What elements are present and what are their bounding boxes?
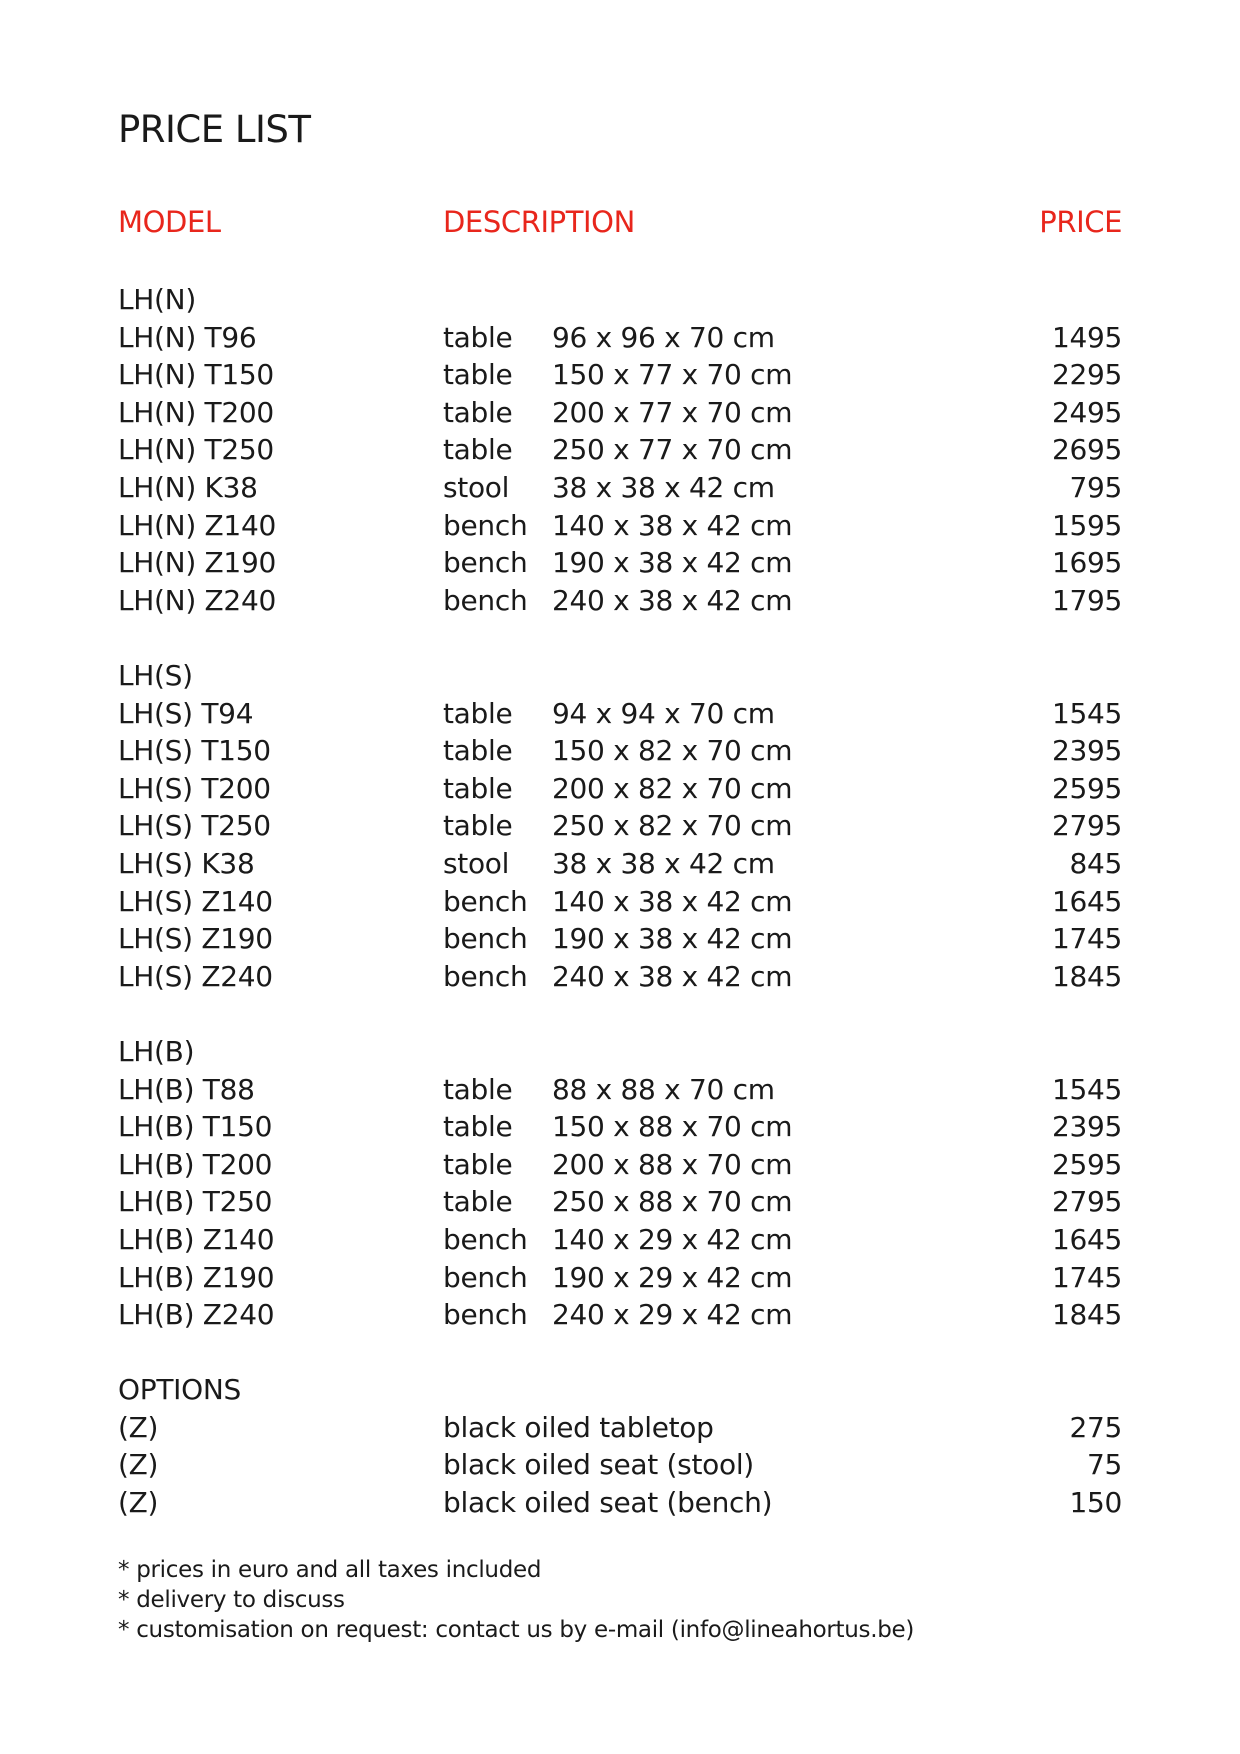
table-row [118,1259,1122,1297]
row-type: table [443,771,513,805]
row-type: bench [443,959,528,993]
row-dimensions: 190 x 38 x 42 cm [552,546,793,580]
header-model: MODEL [118,205,221,239]
section-title: OPTIONS [118,1373,241,1406]
row-price: 1645 [1051,884,1122,918]
row-price: 2395 [1051,734,1122,768]
row-price: 1745 [1051,922,1122,956]
table-row [118,582,1122,620]
row-dimensions: 190 x 38 x 42 cm [552,922,793,956]
row-price: 1795 [1051,583,1122,617]
row-dimensions: 150 x 77 x 70 cm [552,358,793,392]
table-row [118,732,1122,770]
row-dimensions: 88 x 88 x 70 cm [552,1072,775,1106]
row-dimensions: 250 x 88 x 70 cm [552,1185,793,1219]
option-price: 150 [1069,1485,1122,1519]
row-price: 1745 [1051,1260,1122,1294]
footnote-prices: * prices in euro and all taxes included [118,1557,542,1583]
row-model: LH(B) T250 [118,1185,273,1219]
row-type: bench [443,583,528,617]
row-dimensions: 38 x 38 x 42 cm [552,846,775,880]
table-row [118,431,1122,469]
row-model: LH(N) T96 [118,320,257,354]
row-type: bench [443,508,528,542]
table-row [118,544,1122,582]
table-row [118,883,1122,921]
section-title: LH(N) [118,283,196,316]
table-row [118,770,1122,808]
section-lh-s [118,657,1122,995]
row-type: bench [443,884,528,918]
row-model: LH(S) Z240 [118,959,273,993]
row-dimensions: 240 x 38 x 42 cm [552,583,793,617]
row-dimensions: 140 x 29 x 42 cm [552,1222,793,1256]
table-row [118,1108,1122,1146]
section-title: LH(B) [118,1035,195,1068]
row-dimensions: 240 x 29 x 42 cm [552,1298,793,1332]
row-type: bench [443,1298,528,1332]
footnotes [118,1555,914,1645]
option-row [118,1446,1122,1484]
option-row [118,1409,1122,1447]
row-type: table [443,1110,513,1144]
row-type: table [443,320,513,354]
row-model: LH(B) T150 [118,1110,273,1144]
row-model: LH(S) T94 [118,696,254,730]
row-model: LH(B) Z190 [118,1260,275,1294]
row-price: 2495 [1051,395,1122,429]
row-dimensions: 38 x 38 x 42 cm [552,470,775,504]
row-type: bench [443,922,528,956]
row-dimensions: 96 x 96 x 70 cm [552,320,775,354]
row-price: 1645 [1051,1222,1122,1256]
row-price: 795 [1069,470,1122,504]
row-model: LH(S) T200 [118,771,271,805]
option-code: (Z) [118,1410,159,1444]
row-price: 1545 [1051,696,1122,730]
row-dimensions: 94 x 94 x 70 cm [552,696,775,730]
row-model: LH(S) Z140 [118,884,273,918]
row-type: table [443,809,513,843]
row-dimensions: 140 x 38 x 42 cm [552,508,793,542]
table-row [118,920,1122,958]
row-model: LH(N) T200 [118,395,274,429]
row-type: table [443,358,513,392]
row-model: LH(B) Z240 [118,1298,275,1332]
option-code: (Z) [118,1485,159,1519]
header-price: PRICE [1039,205,1122,239]
row-price: 2695 [1051,433,1122,467]
table-row [118,958,1122,996]
row-model: LH(N) T250 [118,433,274,467]
row-model: LH(S) Z190 [118,922,273,956]
row-type: bench [443,1222,528,1256]
row-price: 2795 [1051,809,1122,843]
row-model: LH(S) K38 [118,846,255,880]
table-row [118,845,1122,883]
row-price: 2595 [1051,771,1122,805]
table-row [118,1183,1122,1221]
section-title: LH(S) [118,659,193,692]
row-model: LH(N) Z140 [118,508,276,542]
row-type: bench [443,546,528,580]
row-model: LH(N) T150 [118,358,274,392]
section-lh-n [118,281,1122,619]
row-model: LH(B) Z140 [118,1222,275,1256]
row-type: stool [443,470,510,504]
row-price: 2295 [1051,358,1122,392]
option-price: 75 [1086,1448,1122,1482]
table-row [118,356,1122,394]
row-model: LH(N) Z190 [118,546,276,580]
section-options [118,1371,1122,1521]
row-type: stool [443,846,510,880]
table-row [118,319,1122,357]
option-code: (Z) [118,1448,159,1482]
page-title: PRICE LIST [118,108,311,151]
option-row [118,1484,1122,1522]
row-model: LH(B) T200 [118,1147,273,1181]
table-row [118,695,1122,733]
row-type: table [443,1185,513,1219]
row-type: table [443,395,513,429]
section-lh-b [118,1033,1122,1334]
column-header-row [118,205,1122,245]
row-dimensions: 200 x 77 x 70 cm [552,395,793,429]
option-price: 275 [1069,1410,1122,1444]
row-dimensions: 190 x 29 x 42 cm [552,1260,793,1294]
row-price: 2795 [1051,1185,1122,1219]
row-price: 2395 [1051,1110,1122,1144]
row-price: 1595 [1051,508,1122,542]
table-row [118,1296,1122,1334]
row-dimensions: 240 x 38 x 42 cm [552,959,793,993]
table-row [118,1221,1122,1259]
row-dimensions: 150 x 82 x 70 cm [552,734,793,768]
row-type: table [443,734,513,768]
table-row [118,469,1122,507]
header-description: DESCRIPTION [443,205,635,239]
row-model: LH(N) K38 [118,470,258,504]
row-price: 1545 [1051,1072,1122,1106]
table-row [118,1146,1122,1184]
row-type: table [443,433,513,467]
row-price: 845 [1069,846,1122,880]
option-description: black oiled seat (stool) [443,1448,754,1482]
row-price: 1845 [1051,1298,1122,1332]
option-description: black oiled seat (bench) [443,1485,773,1519]
table-row [118,507,1122,545]
footnote-delivery: * delivery to discuss [118,1587,345,1613]
row-price: 1695 [1051,546,1122,580]
row-model: LH(S) T250 [118,809,271,843]
option-description: black oiled tabletop [443,1410,714,1444]
row-model: LH(B) T88 [118,1072,255,1106]
row-dimensions: 250 x 82 x 70 cm [552,809,793,843]
footnote-customisation: * customisation on request: contact us by e-mail (info@lineahortus.be) [118,1617,915,1643]
table-row [118,807,1122,845]
row-dimensions: 200 x 82 x 70 cm [552,771,793,805]
table-row [118,1071,1122,1109]
row-dimensions: 200 x 88 x 70 cm [552,1147,793,1181]
row-dimensions: 150 x 88 x 70 cm [552,1110,793,1144]
table-row [118,394,1122,432]
row-dimensions: 250 x 77 x 70 cm [552,433,793,467]
row-price: 1495 [1051,320,1122,354]
row-price: 1845 [1051,959,1122,993]
row-type: table [443,1072,513,1106]
row-type: table [443,1147,513,1181]
row-price: 2595 [1051,1147,1122,1181]
row-type: table [443,696,513,730]
row-model: LH(S) T150 [118,734,271,768]
row-type: bench [443,1260,528,1294]
row-model: LH(N) Z240 [118,583,276,617]
row-dimensions: 140 x 38 x 42 cm [552,884,793,918]
